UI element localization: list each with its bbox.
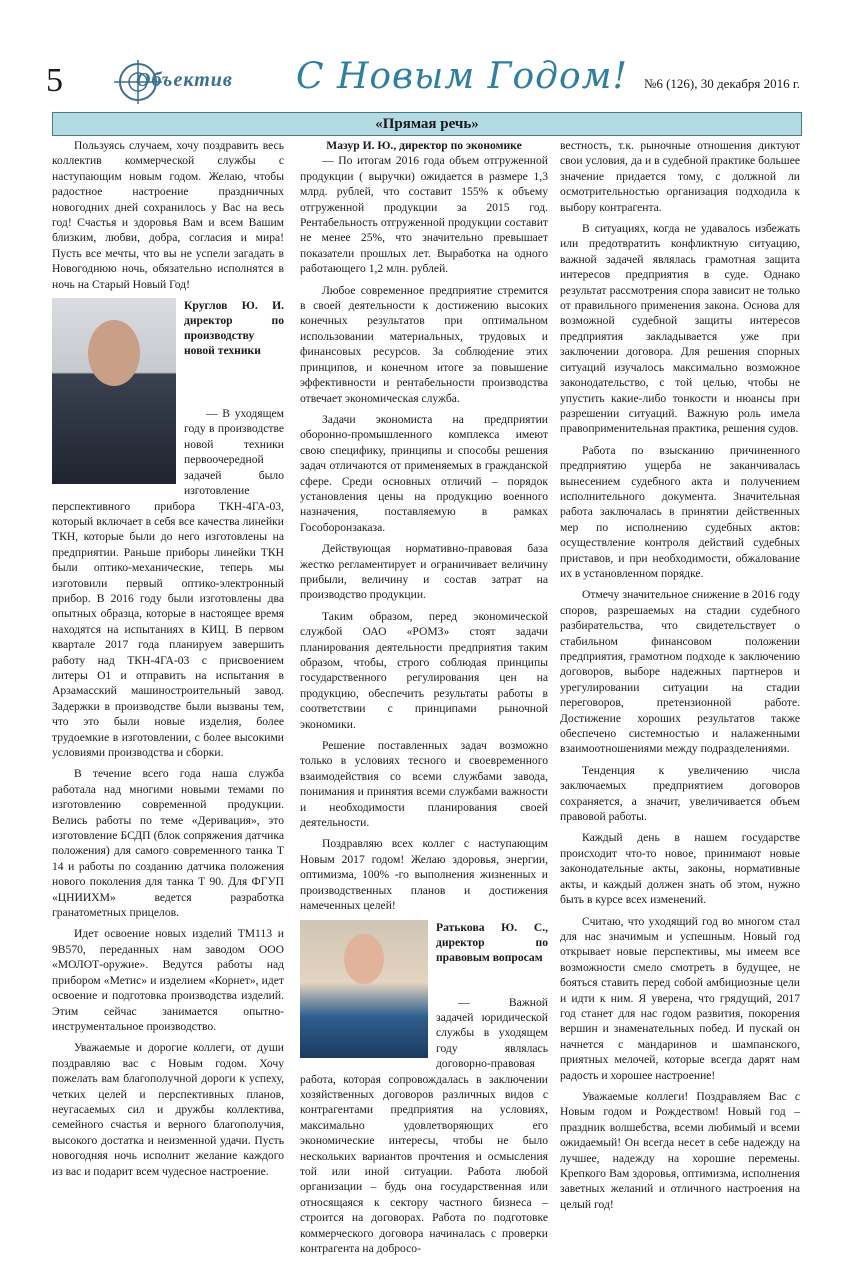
issue-info: №6 (126), 30 декабря 2016 г. — [643, 76, 800, 91]
article-paragraph: Поздравляю всех коллег с наступающим Новым 2017 годом! Желаю здоровья, энергии, оптимизма, 100% -го выполнения жизненных и производственных планов и достижения намеченных целей! — [300, 837, 548, 913]
author-heading-mazur: Мазур И. Ю., директор по экономике — [326, 139, 522, 152]
article-paragraph: Уважаемые и дорогие коллеги, от души поздравляю вас с Новым годом. Хочу пожелать вам благополучной дороги к успеху, четких целей и перспективных планов, неугасаемых сил и дружбы коллектива, семейного счастья и верного благополучия, высокого достатка и неизменной удачи. Пусть новогодняя ночь исполнит желание каждого из вас и подарит всем чудесное настроение. — [52, 1041, 284, 1178]
portrait-photo-kruglov — [52, 298, 176, 484]
article-paragraph: — Важной задачей юридической службы в уходящем году являлась договорно-правовая работа, которая сопровождалась в заключении хозяйственных договоров различных видов с контрагентами предприятия на условиях, максимально удовлетворяющих его экономические интересы, чтобы не было нескольких вариантов прочтения и осмысления той или иной ситуации. Работа любой организации – будь она государственная или относящаяся к сектору частного бизнеса – строится на договорах. Работа по подготовке коммерческого договора начиналась с проверки контрагента на добросо- — [300, 995, 548, 1255]
article-paragraph: Уважаемые коллеги! Поздравляем Вас с Новым годом и Рождеством! Новый год – праздник волшебства, всеми любимый и всеми ожидаемый! Он всегда несет в себе надежду на лучшее, надежду на хорошие перемены. Крепкого Вам здоровья, оптимизма, исполнения заветных желаний и отличного настроения на целый год! — [560, 1089, 800, 1211]
greeting-title: С Новым Годом! — [296, 56, 628, 97]
logo-text: Объектив — [136, 69, 233, 91]
caption-kruglov: Круглов Ю. И. директор по производству новой техники — [184, 299, 284, 358]
section-title: «Прямая речь» — [52, 112, 802, 136]
article-paragraph: Таким образом, перед экономической службой ОАО «РОМЗ» стоят задачи планирования деятельности предприятия таким образом, чтобы, строго соблюдая принципы государственного регулирования цен на продукцию, обеспечить результаты работы в соответствии с принципами рыночной экономики. — [300, 609, 548, 731]
article-paragraph: — В уходящем году в производстве новой техники первоочередной задачей было изготовление перспективного прибора ТКН-4ГА-03, который включает в себя все качества линейки ТКН, которые были до него изготовлены на предприятии. Раньше приборы линейки ТКН были оптико-механические, теперь мы изготовили первый оптико-электронный прибор. В 2016 году были изготовлены два опытных образца, которые в настоящее время находятся на испытаниях в КИЦ. В первом квартале 2017 года планируем завершить работу над ТКН-4ГА-03 с присвоением литеры О1 и отправить на испытания в Арзамасский машиностроительный завод. Задержки в производстве были вызваны тем, что это были новые изделия, более трудоемкие в изготовлении, с более высокими условиями производства и сборки. — [52, 407, 284, 759]
page-header — [40, 50, 800, 110]
article-paragraph: Действующая нормативно-правовая база жестко регламентирует и ограничивает величину прибыли, величину и состав затрат на производство продукции. — [300, 542, 548, 602]
article-paragraph: Работа по взысканию причиненного предприятию ущерба не заканчивалась вынесением судебного акта и получением исполнительного документа. Значительная работа заключалась в принятии действенных мер по исполнению судебных актов: осуществление контроля действий судебных приставов, и при необходимости, обжалование их в установленном порядке. — [560, 443, 800, 580]
column-1 — [52, 138, 284, 1185]
article-paragraph: Тенденция к увеличению числа заключаемых предприятием договоров сохраняется, а значит, увеличивается объем правовой работы. — [560, 763, 800, 824]
article-paragraph: Считаю, что уходящий год во многом стал для нас значимым и успешным. Новый год открывает новые перспективы, мы имеем все возможности смело смотреть в будущее, не бояться ставить перед собой амбициозные цели и идти к ним. Я уверена, что грядущий, 2017 год станет для нас годом развития, покорения вершин и знаменательных побед. И пускай он начнется с мандаринов и шампанского, приятных мелочей, которые всегда дарят нам радость и хорошее настроение! — [560, 914, 800, 1082]
greeting-paragraph: Пользуясь случаем, хочу поздравить весь коллектив коммерческой службы с наступающим новым годом. Желаю, чтобы радостное настроение праздничных новогодних дней сохранилось у Вас на весь год! Счастья и здоровья Вам и всем Вашим близким, любви, добра, согласия и мира! Пусть все мечты, что вы не успели загадать в Новогоднюю ночь, обязательно исполнятся в ночь на Старый Новый Год! — [52, 139, 284, 291]
column-3 — [560, 138, 800, 1218]
article-paragraph: В ситуациях, когда не удавалось избежать или предотвратить конфликтную ситуацию, важной задачей являлась грамотная защита интересов предприятия в суде. Однако результат рассмотрения спора зависит не только от правильного применения закона. Основа для возможной судебной защиты интересов предприятия закладывается уже при заключении договора. Для решения спорных ситуаций изучалось максимально возможное законодательство, с той целью, чтобы не упустить какие-либо тонкости и нюансы при разрешении ситуаций. Важную роль имела правоприменительная практика, решения судов. — [560, 222, 800, 436]
article-paragraph: Каждый день в нашем государстве происходит что-то новое, принимают новые законодательные акты, законы, нормативные акты, и каждый должен знать об этом, нужно быть в курсе всех изменений. — [560, 831, 800, 907]
page-number: 5 — [46, 62, 63, 99]
column-2 — [300, 138, 548, 1262]
article-paragraph: Любое современное предприятие стремится в своей деятельности к достижению высоких конечных результатов при оптимальном использовании материальных, трудовых и финансовых ресурсов. За соблюдение этих принципов, и конечном итоге за повышение эффективности и рентабельности производства отвечает экономическая служба. — [300, 283, 548, 405]
article-paragraph: Отмечу значительное снижение в 2016 году споров, разрешаемых на стадии судебного разбирательства, что свидетельствует о стабильном финансовом положении предприятия, грамотном подходе к заключению договоров, выборе надежных партнеров и урегулировании ситуации на стадии переговоров, претензионной работе. Достижение хороших результатов также обеспечено системностью и налаженными взаимоотношениями между подразделениями. — [560, 588, 800, 756]
article-paragraph: Решение поставленных задач возможно только в условиях тесного и своевременного взаимодействия со всеми службами завода, понимания и принятия всеми службами важности и необходимости планирования своей деятельности. — [300, 739, 548, 830]
portrait-photo-ratkova — [300, 920, 428, 1058]
article-paragraph: — По итогам 2016 года объем отгруженной продукции ( выручки) ожидается в размере 1,3 млрд. рублей, что составит 155% к объему отгруженной продукции за 2015 год. Рентабельность отгруженной продукции составит не менее 25%, что значительно превышает показатели прошлых лет. Выработка на одного работающего 1,2 млн. рублей. — [300, 154, 548, 276]
article-paragraph: вестность, т.к. рыночные отношения диктуют свои условия, да и в судебной практике большее значение придается тому, с должной ли осмотрительностью организация подходила к выбору контрагента. — [560, 139, 800, 214]
article-paragraph: В течение всего года наша служба работала над многими новыми темами по изготовлению современной продукции. Велись работы по теме «Деривация», это изготовление БСДП (блок сопряжения датчика положения) для самого современного танка Т 14 и работы по созданию датчика положения нового поколения для танка Т 90. Для ФГУП «ЦНИИХМ» ведется разработка гранатометных прицелов. — [52, 767, 284, 920]
article-paragraph: Идет освоение новых изделий ТМ113 и 9В570, переданных нам заводом ООО «МОЛОТ-оружие». Ведутся работы над прибором «Метис» и изделием «Корнет», идет освоение и подготовка производства изделий. Этим сейчас занимается опытно-инструментальное производство. — [52, 927, 284, 1033]
caption-ratkova: Ратькова Ю. С., директор по правовым вопросам — [436, 920, 548, 964]
newspaper-logo — [114, 60, 314, 104]
article-paragraph: Задачи экономиста на предприятии оборонно-промышленного комплекса имеют свою специфику, принципы и способы решения задач отличаются от применяемых в гражданской сфере. Среди основных отличий – порядок установления цены на продукцию военного назначения, поставляемую в рамках Гособоронзаказа. — [300, 412, 548, 534]
